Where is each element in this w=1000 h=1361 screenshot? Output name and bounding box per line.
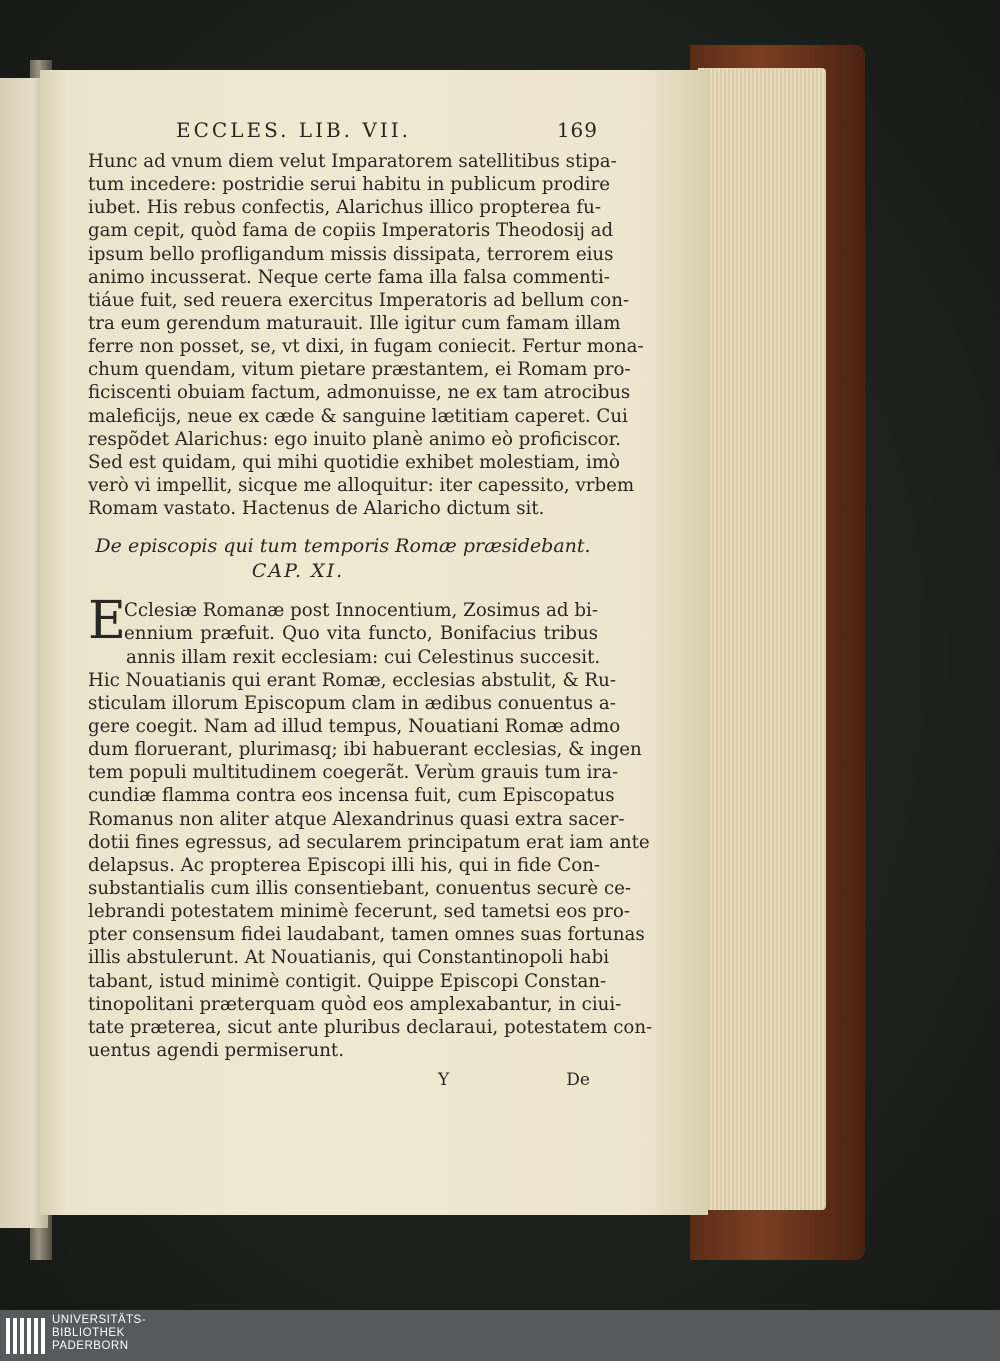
- text-line: sticulam illorum Episcopum clam in ædibus conuentus a-: [88, 692, 616, 714]
- text-line: iubet. His rebus confectis, Alarichus illico propterea fu-: [88, 197, 601, 219]
- text-line: ficiscenti obuiam factum, admonuisse, ne ex tam atrocibus: [88, 382, 631, 404]
- library-name-line: PADERBORN: [52, 1340, 129, 1352]
- library-footer-bar: [0, 1310, 1000, 1361]
- paragraph-2: [88, 591, 653, 1062]
- text-line: tabant, istud minimè contigit. Quippe Episcopi Constan-: [88, 970, 607, 992]
- text-line: Hunc ad vnum diem velut Imparatorem satellitibus stipa-: [88, 151, 617, 172]
- text-line: illis abstulerunt. At Nouatianis, qui Constantinopoli habi: [88, 947, 610, 969]
- text-line: tem populi multitudinem coegerãt. Verùm grauis tum ira-: [88, 762, 619, 784]
- text-line: dum floruerant, plurimasq; ibi habuerant ecclesias, & ingen: [88, 739, 642, 761]
- library-name-line: BIBLIOTHEK: [52, 1327, 125, 1339]
- chapter-title: De episcopis qui tum temporis Romæ præsidebant.: [95, 535, 591, 558]
- text-line: ennium præfuit. Quo vita functo, Bonifacius tribus: [124, 623, 598, 645]
- library-name-line: UNIVERSITÄTS-: [52, 1314, 147, 1326]
- text-line: Cclesiæ Romanæ post Innocentium, Zosimus ad bi-: [124, 600, 598, 622]
- text-line: Hic Nouatianis qui erant Romæ, ecclesias abstulit, & Ru-: [88, 669, 616, 691]
- chapter-number: CAP. XI.: [251, 560, 345, 583]
- text-line: ipsum bello profligandum missis dissipata, terrorem eius: [88, 243, 614, 265]
- running-head: [176, 118, 598, 150]
- text-line: respõdet Alarichus: ego inuito planè animo eò proficiscor.: [88, 428, 622, 450]
- library-name: [52, 1314, 146, 1353]
- text-line: ferre non posset, se, vt dixi, in fugam coniecit. Fertur mona-: [88, 336, 644, 358]
- text-line: tate præterea, sicut ante pluribus declaraui, potestatem con-: [88, 1016, 653, 1038]
- page-edges: [698, 68, 826, 1210]
- drop-cap: E: [88, 591, 126, 652]
- page-text: [88, 118, 653, 1091]
- paragraph-1: [88, 150, 644, 520]
- text-line: delapsus. Ac propterea Episcopi illi his, qui in fide Con-: [88, 854, 601, 876]
- text-line: lebrandi potestatem minimè fecerunt, sed tametsi eos pro-: [88, 901, 630, 923]
- text-line: pter consensum fidei laudabant, tamen omnes suas fortunas: [88, 924, 645, 946]
- library-logo-icon: [6, 1316, 46, 1356]
- text-line: chum quendam, vitum pietare præstantem, ei Romam pro-: [88, 359, 631, 381]
- text-line: uentus agendi permiserunt.: [88, 1039, 345, 1061]
- text-line: maleficijs, neue ex cæde & sanguine lætitiam caperet. Cui: [88, 405, 628, 427]
- text-line: annis illam rexit ecclesiam: cui Celestinus succesit.: [126, 646, 601, 668]
- text-line: Romanus non aliter atque Alexandrinus quasi extra sacer-: [88, 808, 625, 830]
- catchword: De: [566, 1070, 590, 1091]
- text-line: tinopolitani præterquam quòd eos amplexabantur, in ciui-: [88, 993, 622, 1015]
- text-line: cundiæ flamma contra eos incensa fuit, cum Episcopatus: [88, 785, 615, 807]
- text-line: dotii fines egressus, ad secularem principatum erat iam ante: [88, 831, 650, 853]
- text-line: animo incusserat. Neque certe fama illa falsa commenti-: [88, 266, 610, 288]
- page-footer: [88, 1070, 598, 1090]
- running-head-title: ECCLES. LIB. VII.: [176, 118, 411, 142]
- signature-mark: Y: [438, 1070, 450, 1091]
- text-line: verò vi impellit, sicque me alloquitur: iter capessito, vrbem: [88, 474, 635, 496]
- text-line: substantialis cum illis consentiebant, conuentus securè ce-: [88, 877, 632, 899]
- text-line: gam cepit, quòd fama de copiis Imperatoris Theodosij ad: [88, 220, 614, 242]
- text-line: tiáue fuit, sed reuera exercitus Imperatoris ad bellum con-: [88, 289, 630, 311]
- text-line: tum incedere: postridie serui habitu in publicum prodire: [88, 174, 611, 196]
- text-line: Sed est quidam, qui mihi quotidie exhibet molestiam, imò: [88, 451, 621, 473]
- text-line: gere coegit. Nam ad illud tempus, Nouatiani Romæ admo: [88, 715, 621, 737]
- page-number: 169: [556, 118, 598, 142]
- text-line: Romam vastato. Hactenus de Alaricho dictum sit.: [88, 498, 545, 520]
- text-line: tra eum gerendum maturauit. Ille igitur cum famam illam: [88, 312, 621, 334]
